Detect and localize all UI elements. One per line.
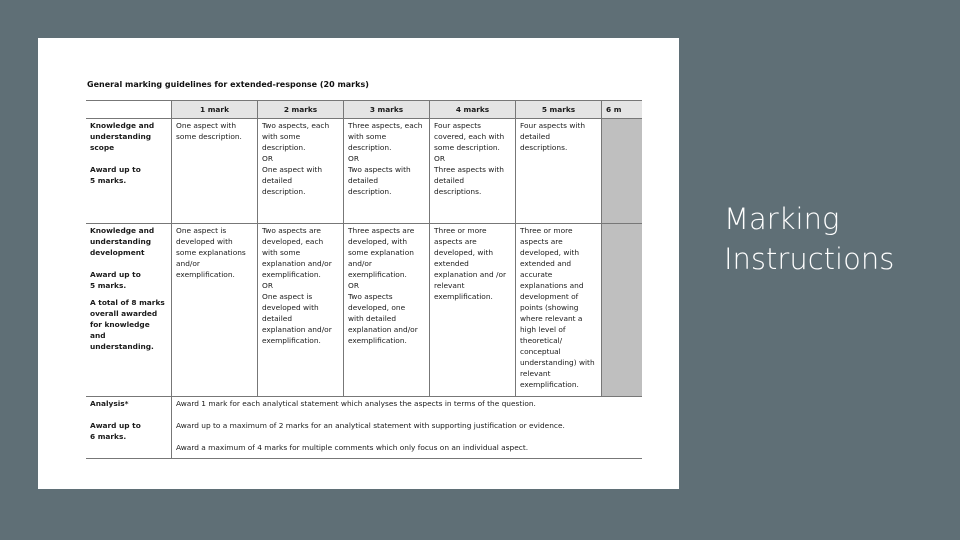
- header-blank: [86, 101, 172, 118]
- table-cell-shaded: [602, 119, 642, 223]
- criterion-note: A total of 8 marks overall awarded for knowledge and understanding.: [90, 298, 165, 351]
- slide-title: [724, 199, 894, 279]
- criterion-cell: [86, 224, 172, 396]
- table-cell: Three aspects, each with some description. OR Two aspects with detailed description.: [344, 119, 430, 223]
- table-cell: One aspect with some description.: [172, 119, 258, 223]
- column-header: 3 marks: [344, 101, 430, 118]
- criterion-cell: [86, 119, 172, 223]
- table-cell: Two aspects, each with some description. OR One aspect with detailed description.: [258, 119, 344, 223]
- table-cell: Three aspects are developed, with some explanation and/or exemplification. OR Two aspects developed, one with detailed explanation and/or exemplification.: [344, 224, 430, 396]
- table-cell: Three or more aspects are developed, with extended explanation and /or relevant exemplification.: [430, 224, 516, 396]
- criterion-award: Award up to 5 marks.: [90, 270, 141, 290]
- column-header: 1 mark: [172, 101, 258, 118]
- table-cell: Two aspects are developed, each with some explanation and/or exemplification. OR One aspect is developed with detailed explanation and/or exemplification.: [258, 224, 344, 396]
- analysis-line: Award up to a maximum of 2 marks for an analytical statement with supporting justification or evidence.: [176, 421, 565, 430]
- table-cell: Three or more aspects are developed, with extended and accurate explanations and development of points (showing where relevant a high level of theoretical/ conceptual understanding) with relevant exemplification.: [516, 224, 602, 396]
- slide-title-line: Instructions: [724, 242, 895, 276]
- document-image: [38, 38, 679, 489]
- criterion-award: Award up to 6 marks.: [90, 421, 141, 441]
- table-row: [86, 397, 642, 459]
- table-cell-shaded: [602, 224, 642, 396]
- slide-title-line: Marking: [724, 202, 840, 236]
- column-header: 2 marks: [258, 101, 344, 118]
- analysis-line: Award a maximum of 4 marks for multiple comments which only focus on an individual aspect.: [176, 443, 529, 452]
- column-header: 4 marks: [430, 101, 516, 118]
- table-row: [86, 119, 642, 224]
- analysis-line: Award 1 mark for each analytical statement which analyses the aspects in terms of the question.: [176, 399, 536, 408]
- criterion-cell: [86, 397, 172, 458]
- document-heading: General marking guidelines for extended-response (20 marks): [87, 80, 369, 89]
- table-cell: Four aspects covered, each with some description. OR Three aspects with detailed descriptions.: [430, 119, 516, 223]
- criterion-label: Analysis*: [90, 399, 129, 408]
- analysis-cell: [172, 397, 642, 458]
- criterion-award: Award up to 5 marks.: [90, 165, 141, 185]
- column-header: 5 marks: [516, 101, 602, 118]
- table-row: [86, 224, 642, 397]
- criterion-label: Knowledge and understanding scope: [90, 121, 155, 152]
- criterion-label: Knowledge and understanding development: [90, 226, 155, 257]
- table-cell: Four aspects with detailed descriptions.: [516, 119, 602, 223]
- marking-table: [86, 100, 642, 459]
- column-header: 6 m: [602, 101, 642, 118]
- table-header-row: [86, 101, 642, 119]
- table-cell: One aspect is developed with some explanations and/or exemplification.: [172, 224, 258, 396]
